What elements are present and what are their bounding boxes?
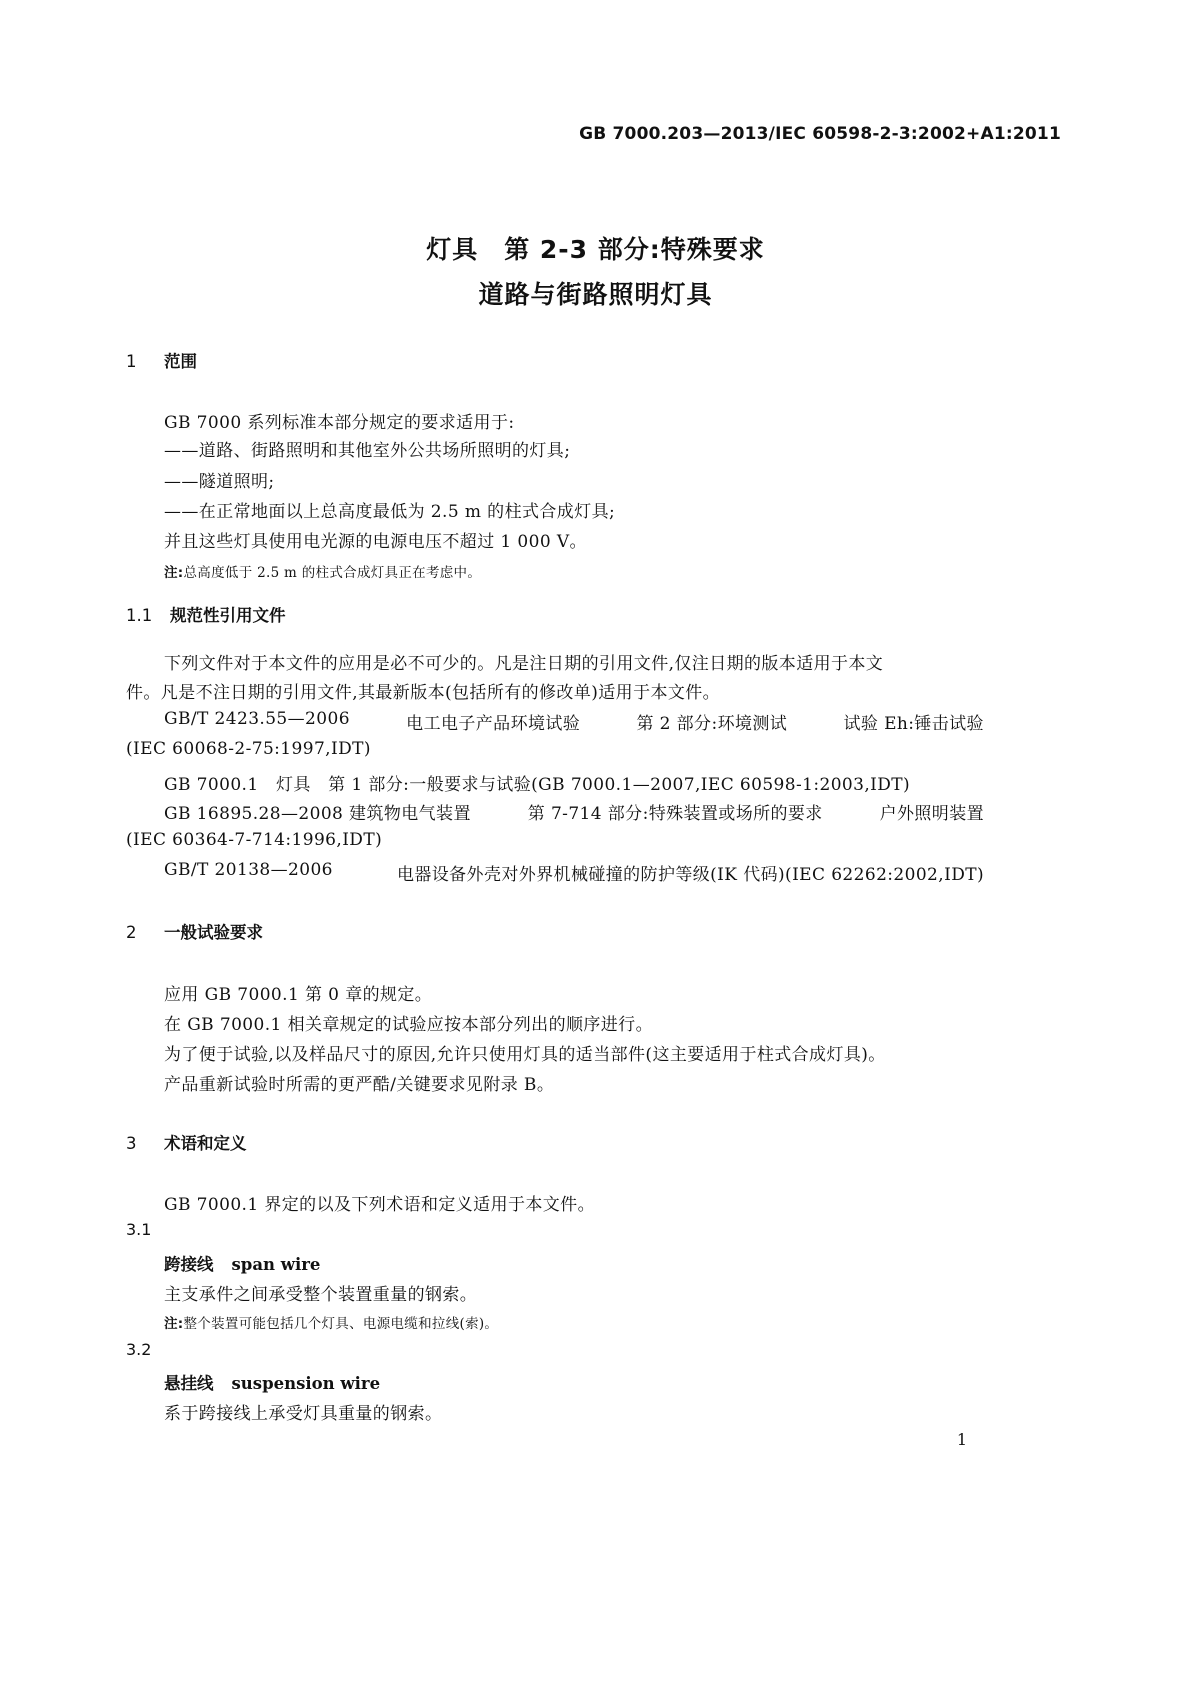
term-3-2-definition: 系于跨接线上承受灯具重量的钢索。: [164, 1404, 443, 1424]
document-title-line1: 灯具 第 2-3 部分:特殊要求: [426, 235, 765, 264]
note-label: 注:: [164, 1316, 184, 1332]
section-number: 1.1: [126, 606, 153, 625]
section-number: 3: [126, 1134, 137, 1153]
term-en: span wire: [231, 1255, 321, 1274]
document-title-line2: 道路与街路照明灯具: [478, 280, 713, 309]
section-1-1-heading: [126, 602, 286, 626]
section-title: 术语和定义: [164, 1134, 247, 1153]
term-en: suspension wire: [231, 1374, 381, 1393]
scope-line-2: ——道路、街路照明和其他室外公共场所照明的灯具;: [164, 441, 571, 461]
scope-note: [164, 561, 481, 581]
refs-intro-line2: 件。凡是不注日期的引用文件,其最新版本(包括所有的修改单)适用于本文件。: [126, 683, 721, 703]
term-3-1-name: [164, 1251, 320, 1275]
note-label: 注:: [164, 565, 184, 581]
reference-gb-16895-28: [164, 799, 984, 824]
ref-part: 第 7-714 部分:特殊装置或场所的要求: [527, 804, 823, 824]
ref-title: 电工电子产品环境试验: [406, 714, 581, 734]
note-text: 整个装置可能包括几个灯具、电源电缆和拉线(索)。: [183, 1316, 499, 1332]
scope-line-4: ——在正常地面以上总高度最低为 2.5 m 的柱式合成灯具;: [164, 502, 616, 522]
term-zh: 悬挂线: [164, 1374, 214, 1393]
note-text: 总高度低于 2.5 m 的柱式合成灯具正在考虑中。: [183, 565, 482, 581]
reference-gbt-20138: [164, 860, 984, 885]
general-line-4: 产品重新试验时所需的更严酷/关键要求见附录 B。: [164, 1075, 555, 1095]
section-3-heading: [126, 1130, 247, 1154]
general-line-2: 在 GB 7000.1 相关章规定的试验应按本部分列出的顺序进行。: [164, 1015, 653, 1035]
general-line-3: 为了便于试验,以及样品尺寸的原因,允许只使用灯具的适当部件(这主要适用于柱式合成灯具)。: [164, 1045, 886, 1065]
section-number: 1: [126, 352, 137, 371]
ref-code: GB/T 2423.55—2006: [164, 709, 350, 729]
scope-line-1: GB 7000 系列标准本部分规定的要求适用于:: [164, 413, 515, 433]
ref-code: GB 16895.28—2008 建筑物电气装置: [164, 804, 471, 824]
ref-title: 电器设备外壳对外界机械碰撞的防护等级(IK 代码)(IEC 62262:2002,IDT): [396, 865, 984, 885]
reference-gbt-2423-55: [164, 709, 984, 734]
term-zh: 跨接线: [164, 1255, 214, 1274]
standard-code-header: GB 7000.203—2013/IEC 60598-2-3:2002+A1:2011: [579, 124, 1061, 144]
section-1-heading: [126, 348, 197, 372]
reference-gb-7000-1: GB 7000.1 灯具 第 1 部分:一般要求与试验(GB 7000.1—2007,IEC 60598-1:2003,IDT): [164, 775, 911, 795]
term-3-1-definition: 主支承件之间承受整个装置重量的钢索。: [164, 1285, 478, 1305]
general-line-1: 应用 GB 7000.1 第 0 章的规定。: [164, 985, 433, 1005]
section-title: 范围: [164, 352, 197, 371]
section-number: 2: [126, 923, 137, 942]
term-3-2-number: 3.2: [126, 1340, 152, 1359]
term-3-1-number: 3.1: [126, 1220, 152, 1239]
section-2-heading: [126, 919, 263, 943]
page-number: 1: [956, 1430, 967, 1449]
terms-intro: GB 7000.1 界定的以及下列术语和定义适用于本文件。: [164, 1195, 595, 1215]
ref-test: 试验 Eh:锤击试验: [843, 714, 984, 734]
term-3-2-name: [164, 1370, 380, 1394]
scope-line-5: 并且这些灯具使用电光源的电源电压不超过 1 000 V。: [164, 532, 587, 552]
section-title: 规范性引用文件: [170, 606, 286, 625]
reference-gb-16895-28-cont: (IEC 60364-7-714:1996,IDT): [126, 830, 383, 850]
ref-title: 户外照明装置: [879, 804, 984, 824]
scope-line-3: ——隧道照明;: [164, 472, 275, 492]
reference-gbt-2423-55-cont: (IEC 60068-2-75:1997,IDT): [126, 739, 371, 759]
refs-intro-line1: 下列文件对于本文件的应用是必不可少的。凡是注日期的引用文件,仅注日期的版本适用于本文: [164, 654, 884, 674]
term-3-1-note: [164, 1312, 498, 1332]
section-title: 一般试验要求: [164, 923, 263, 942]
ref-part: 第 2 部分:环境测试: [636, 714, 788, 734]
ref-code: GB/T 20138—2006: [164, 860, 333, 880]
